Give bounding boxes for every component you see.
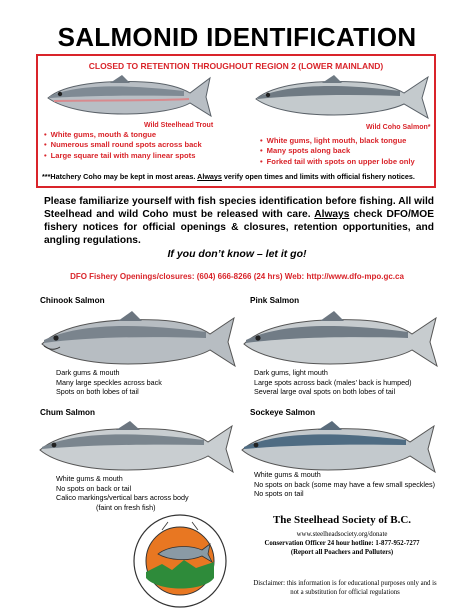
chinook-name: Chinook Salmon bbox=[40, 296, 105, 305]
description-line: No spots on back or tail bbox=[56, 483, 132, 493]
list-item: • Large square tail with many linear spots bbox=[44, 151, 202, 161]
intro-text: Please familiarize yourself with fish species identification before fishing. All wild Steelhead and wild Coho must be released with care. bbox=[44, 196, 434, 220]
list-item: • Forked tail with spots on upper lobe only bbox=[260, 157, 415, 167]
description-line: Several large oval spots on both lobes of tail bbox=[254, 387, 396, 397]
hatchery-text-end: verify open times and limits with official fishery notices. bbox=[221, 172, 415, 181]
chinook-description bbox=[56, 368, 162, 397]
description-line: (faint on fresh fish) bbox=[96, 502, 156, 512]
hotline: Conservation Officer 24 hour hotline: 1-877-952-7277 bbox=[264, 540, 420, 547]
steelhead-features bbox=[44, 130, 202, 161]
closed-notice: CLOSED TO RETENTION THROUGHOUT REGION 2 (LOWER MAINLAND) bbox=[88, 61, 384, 71]
society-name: The Steelhead Society of B.C. bbox=[272, 514, 412, 526]
hatchery-text: ***Hatchery Coho may be kept in most areas. bbox=[42, 172, 198, 181]
intro-paragraph bbox=[44, 195, 434, 247]
chum-illustration bbox=[36, 420, 236, 476]
pink-illustration bbox=[240, 310, 440, 370]
description-line: Many large speckles across back bbox=[56, 377, 162, 387]
chum-description bbox=[56, 474, 189, 512]
description-line: No spots on back (some may have a few small speckles) bbox=[254, 479, 435, 489]
steelhead-society-logo bbox=[132, 512, 228, 610]
disclaimer: Disclaimer: this information is for educational purposes only and is not a substitution for official regulations bbox=[253, 580, 437, 596]
description-line: Dark gums & mouth bbox=[56, 368, 120, 377]
intro-text-end: check DFO/MOE fishery notices for official openings & closures, retention opportunities, and angling regulations. bbox=[44, 209, 435, 246]
notice-box bbox=[36, 54, 436, 188]
society-url[interactable]: www.steelheadsociety.org/donate bbox=[296, 531, 388, 538]
coho-caption: Wild Coho Salmon* bbox=[366, 124, 431, 131]
motto: If you don’t know – let it go! bbox=[167, 248, 307, 260]
pink-description bbox=[254, 368, 412, 397]
report-note: (Report all Poachers and Polluters) bbox=[290, 549, 394, 556]
description-line: Large spots across back (males’ back is humped) bbox=[254, 377, 412, 387]
dfo-contact-line: DFO Fishery Openings/closures: (604) 666-8266 (24 hrs) Web: http://www.dfo-mpo.gc.ca bbox=[70, 272, 404, 281]
list-item: • Many spots along back bbox=[260, 146, 415, 156]
sockeye-description bbox=[254, 470, 435, 499]
hatchery-always: Always bbox=[197, 172, 222, 181]
chinook-illustration bbox=[38, 310, 238, 370]
description-line: White gums & mouth bbox=[56, 474, 123, 483]
list-item: • White gums, mouth & tongue bbox=[44, 130, 202, 140]
description-line: Spots on both lobes of tail bbox=[56, 387, 139, 397]
steelhead-caption: Wild Steelhead Trout bbox=[144, 122, 214, 129]
coho-illustration bbox=[252, 74, 432, 120]
intro-always: Always bbox=[314, 209, 350, 220]
hatchery-note bbox=[42, 172, 434, 181]
description-line: White gums & mouth bbox=[254, 470, 321, 479]
page-title: SALMONID IDENTIFICATION bbox=[57, 22, 417, 52]
sockeye-illustration bbox=[238, 420, 438, 476]
description-line: Dark gums, light mouth bbox=[254, 368, 328, 377]
description-line: No spots on tail bbox=[254, 489, 304, 499]
steelhead-illustration bbox=[44, 74, 214, 120]
list-item: • Numerous small round spots across back bbox=[44, 140, 202, 150]
chum-name: Chum Salmon bbox=[40, 408, 96, 417]
pink-name: Pink Salmon bbox=[250, 296, 300, 305]
sockeye-name: Sockeye Salmon bbox=[250, 408, 316, 417]
coho-features bbox=[260, 136, 415, 167]
description-line: Calico markings/vertical bars across body bbox=[56, 493, 189, 503]
list-item: • White gums, light mouth, black tongue bbox=[260, 136, 415, 146]
